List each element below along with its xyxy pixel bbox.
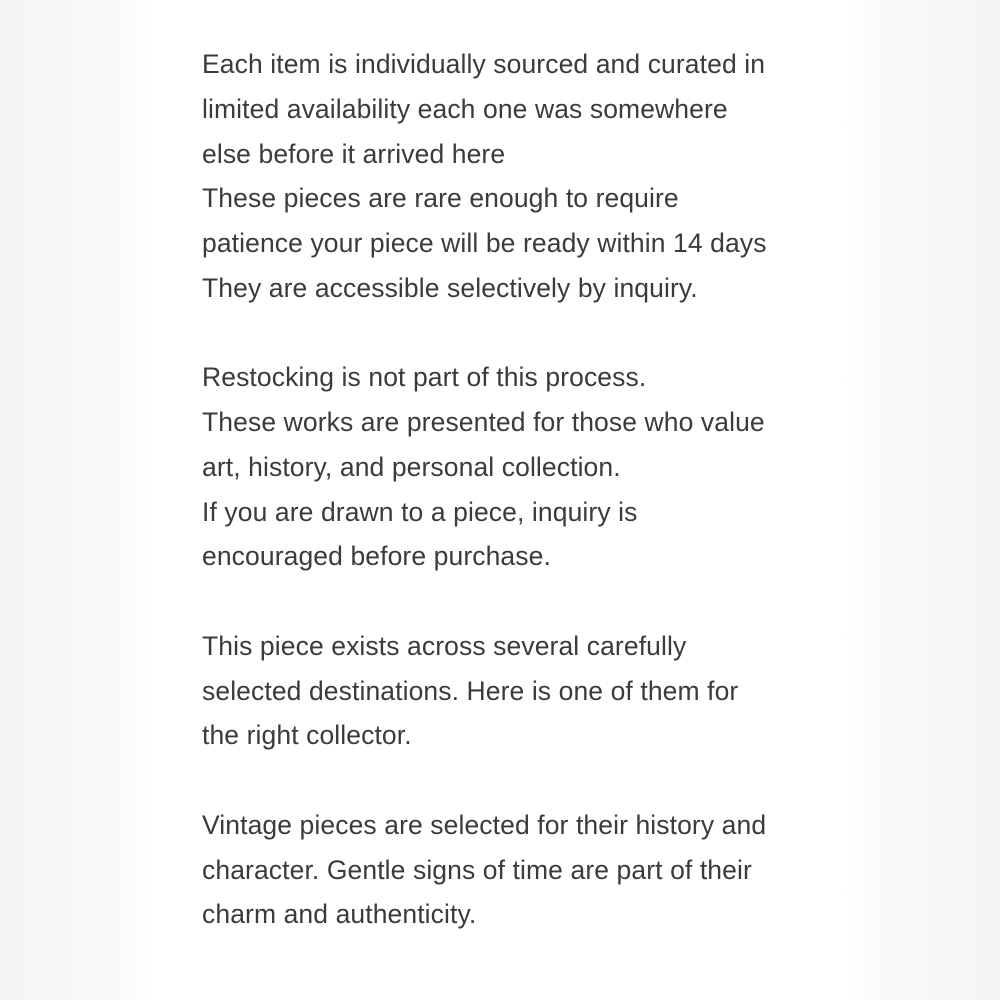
description-text — [202, 42, 822, 937]
text-line: Each item is individually sourced and curated in — [202, 49, 766, 79]
text-line: This piece exists across several carefully — [202, 630, 687, 661]
text-line: patience your piece will be ready within 14 days — [202, 228, 767, 258]
paragraph-destinations — [202, 624, 822, 758]
description-panel — [156, 0, 844, 1000]
text-line: If you are drawn to a piece, inquiry is — [202, 496, 638, 527]
text-line: else before it arrived here — [202, 138, 506, 169]
paragraph-restocking — [202, 355, 822, 579]
text-line: character. Gentle signs of time are part of their — [202, 854, 752, 885]
text-line: These works are presented for those who value — [202, 407, 765, 437]
text-line: limited availability each one was somewhere — [202, 93, 728, 124]
text-line: the right collector. — [202, 720, 412, 751]
paragraph-vintage — [202, 803, 822, 937]
text-line: They are accessible selectively by inquiry. — [202, 272, 698, 303]
text-line: charm and authenticity. — [202, 899, 477, 930]
text-line: Restocking is not part of this process. — [202, 362, 647, 393]
text-line: selected destinations. Here is one of them for — [202, 675, 739, 706]
text-line: These pieces are rare enough to require — [202, 183, 679, 214]
text-line: Vintage pieces are selected for their history and — [202, 809, 767, 840]
paragraph-sourcing — [202, 42, 822, 311]
text-line: encouraged before purchase. — [202, 541, 551, 572]
text-line: art, history, and personal collection. — [202, 451, 621, 482]
